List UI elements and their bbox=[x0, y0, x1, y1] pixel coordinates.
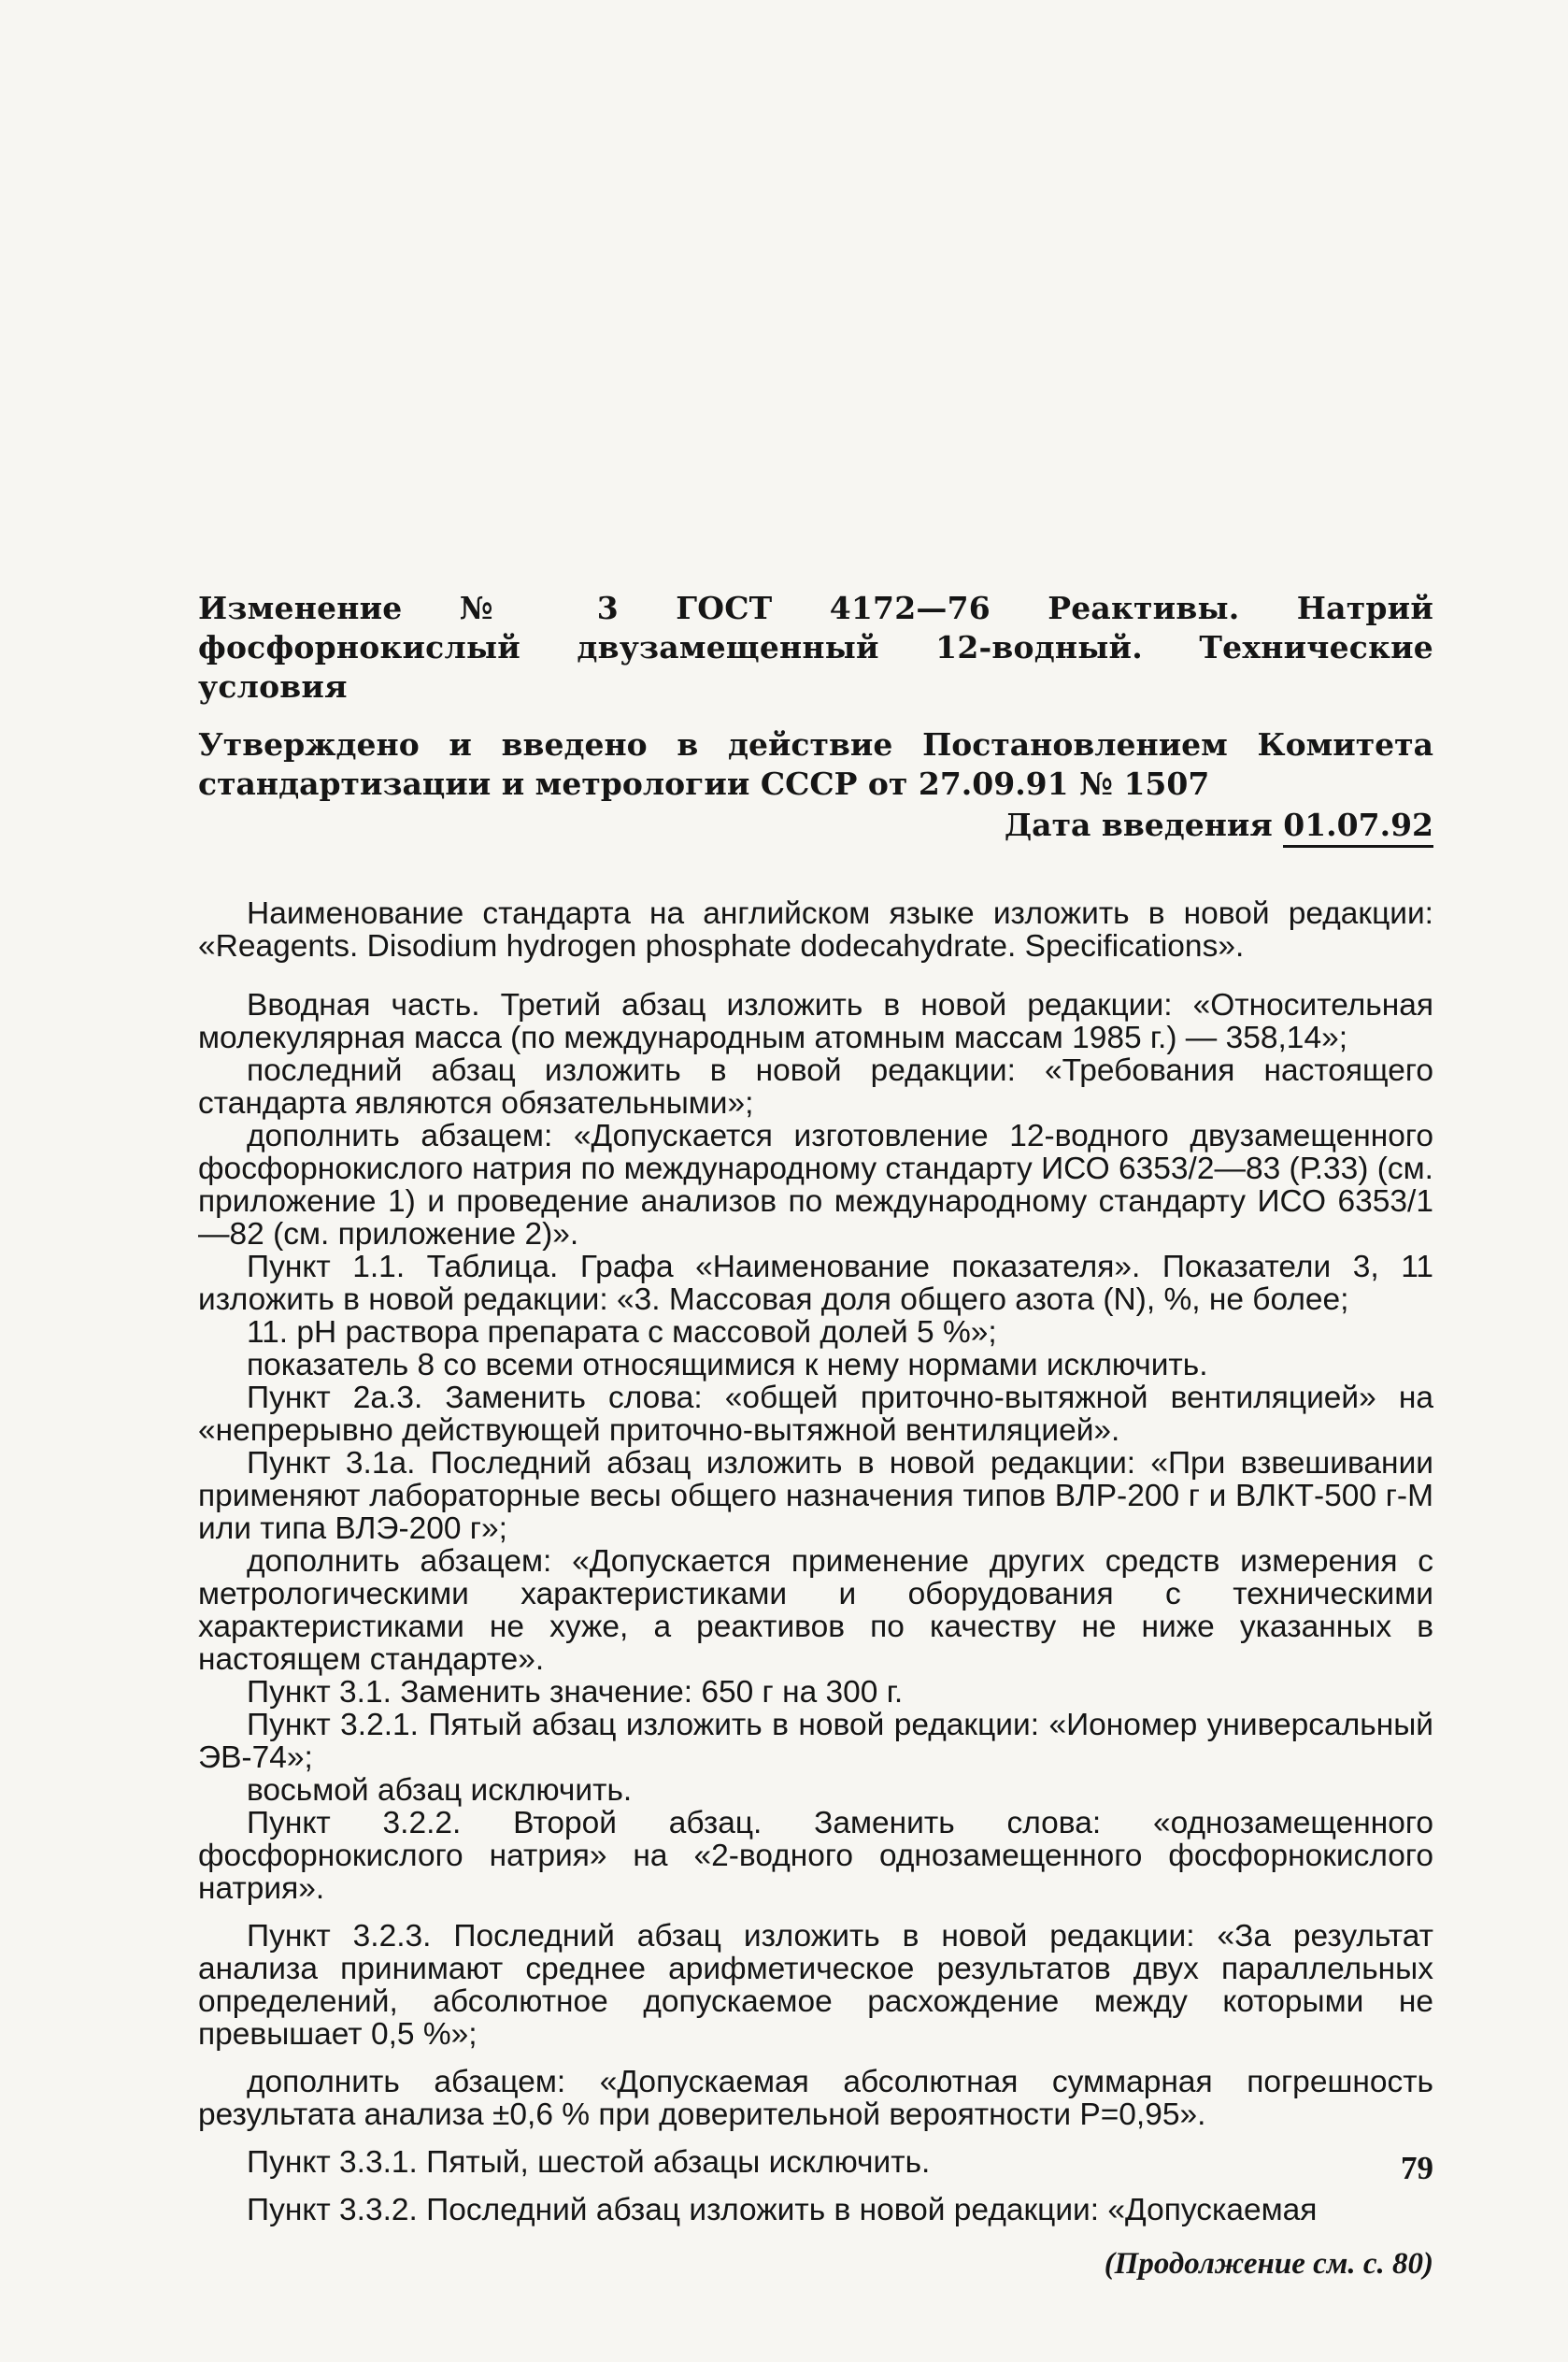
paragraph-intro-addition: дополнить абзацем: «Допускается изготовление 12-водного двузамещенного фосфорнокислого натрия по международному стандарту ИСО 6353/2—83 (Р.33) (см. приложение 1) и проведение анализов по международному стандарту ИСО 6353/1—82 (см. приложение 2)». bbox=[198, 1119, 1433, 1252]
approval-statement: Утверждено и введено в действие Постановлением Комитета стандартизации и метрологии СССР от 27.09.91 № 1507 bbox=[198, 726, 1433, 802]
paragraph-item-3-3-2: Пункт 3.3.2. Последний абзац изложить в новой редакции: «Допускаемая bbox=[247, 2193, 1318, 2227]
paragraph-item-3-2-2: Пункт 3.2.2. Второй абзац. Заменить слова: «однозамещенного фосфорнокислого натрия» на «2-водного однозамещенного фосфорнокислого натрия». bbox=[198, 1806, 1433, 1906]
continuation-note: (Продолжение см. с. 80) bbox=[1104, 2247, 1433, 2281]
paragraph-item-3-1a: Пункт 3.1а. Последний абзац изложить в новой редакции: «При взвешивании применяют лабораторные весы общего назначения типов ВЛР-200 г и ВЛКТ-500 г-М или типа ВЛЭ-200 г»; bbox=[198, 1446, 1433, 1546]
page-number: 79 bbox=[1401, 2150, 1433, 2186]
effective-date-label: Дата введения bbox=[1004, 807, 1273, 843]
paragraph-item-3-1: Пункт 3.1. Заменить значение: 650 г на 300 г. bbox=[247, 1675, 904, 1710]
paragraph-item-1-1: Пункт 1.1. Таблица. Графа «Наименование показателя». Показатели 3, 11 изложить в новой редакции: «3. Массовая доля общего азота (N), %, не более; bbox=[198, 1250, 1433, 1317]
paragraph-intro-third: Вводная часть. Третий абзац изложить в новой редакции: «Относительная молекулярная масса (по международным атомным массам 1985 г.) — 358,14»; bbox=[198, 988, 1433, 1055]
paragraph-item-3-2-3-addition: дополнить абзацем: «Допускаемая абсолютная суммарная погрешность результата анализа ±0,6 % при доверительной вероятности P=0,95». bbox=[198, 2065, 1433, 2132]
paragraph-item-3-2-1: Пункт 3.2.1. Пятый абзац изложить в новой редакции: «Иономер универсальный ЭВ-74»; bbox=[198, 1708, 1433, 1775]
paragraph-item-1-1-exclude: показатель 8 со всеми относящимися к нему нормами исключить. bbox=[247, 1348, 1208, 1382]
paragraph-item-2a-3: Пункт 2а.3. Заменить слова: «общей приточно-вытяжной вентиляцией» на «непрерывно действующей приточно-вытяжной вентиляцией». bbox=[198, 1381, 1433, 1448]
paragraph-item-1-1-ph: 11. pH раствора препарата с массовой долей 5 %»; bbox=[247, 1315, 997, 1350]
effective-date-value: 01.07.92 bbox=[1283, 807, 1433, 848]
paragraph-intro-last: последний абзац изложить в новой редакции: «Требования настоящего стандарта являются обязательными»; bbox=[198, 1053, 1433, 1121]
paragraph-english-title: Наименование стандарта на английском языке изложить в новой редакции: «Reagents. Disodium hydrogen phosphate dodecahydrate. Specifications». bbox=[198, 896, 1433, 964]
document-title: Изменение № 3 ГОСТ 4172—76 Реактивы. Натрий фосфорнокислый двузамещенный 12-водный. Технические условия bbox=[198, 590, 1433, 705]
paragraph-item-3-2-1-eighth: восьмой абзац исключить. bbox=[247, 1773, 633, 1808]
paragraph-item-3-1a-addition: дополнить абзацем: «Допускается применение других средств измерения с метрологическими характеристиками и оборудования с техническими характеристиками не хуже, а реактивов по качеству не ниже указанных в настоящем стандарте». bbox=[198, 1544, 1433, 1677]
paragraph-item-3-2-3: Пункт 3.2.3. Последний абзац изложить в новой редакции: «За результат анализа принимают среднее арифметическое результатов двух параллельных определений, абсолютное допускаемое расхождение между которыми не превышает 0,5 %»; bbox=[198, 1919, 1433, 2052]
document-page bbox=[198, 589, 1433, 2282]
paragraph-item-3-3-1: Пункт 3.3.1. Пятый, шестой абзацы исключить. bbox=[247, 2145, 931, 2180]
effective-date-line bbox=[198, 806, 1433, 845]
